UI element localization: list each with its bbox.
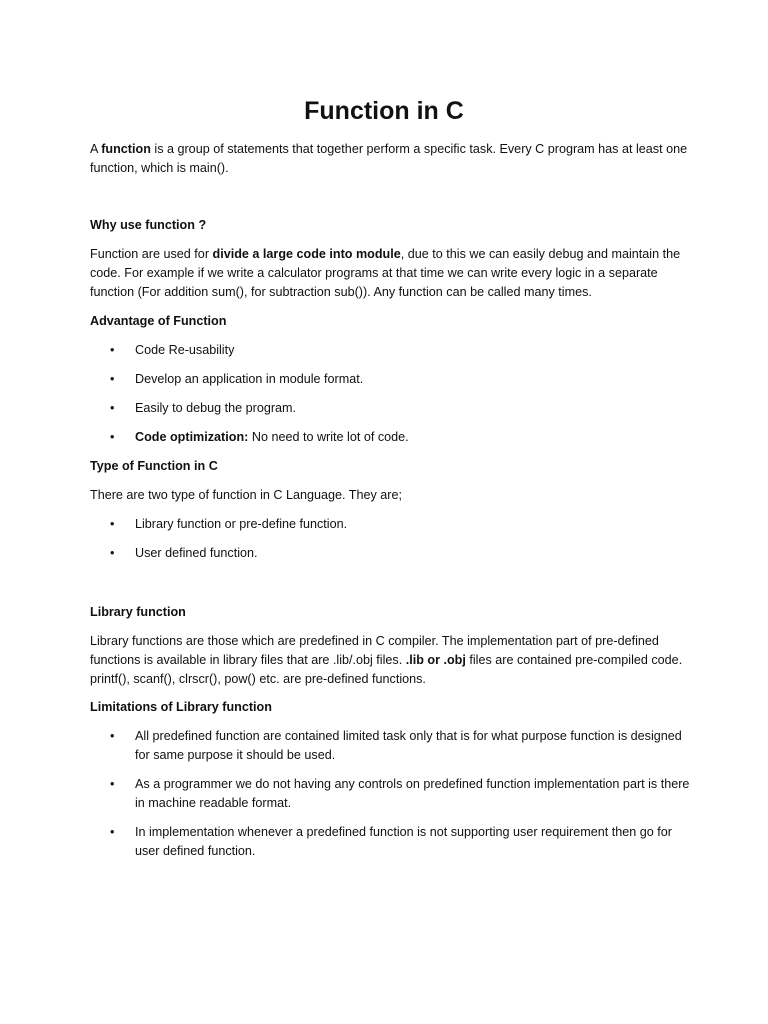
library-paragraph	[90, 632, 690, 689]
advantage-item-text: Develop an application in module format.	[135, 372, 364, 386]
why-heading: Why use function ?	[90, 218, 207, 232]
page-title: Function in C	[304, 97, 464, 125]
intro-text: A	[90, 142, 102, 156]
library-bold-term: .lib or .obj	[405, 653, 466, 667]
advantage-item-rest: No need to write lot of code.	[248, 430, 409, 444]
why-text-rest: , due to this we can easily debug and maintain the code. For example if we write a calculator programs at that time we can write every logic in a separate function (For addition sum(), for subtraction sub()). Any function can be called many times.	[90, 247, 681, 299]
advantage-item-text: Code Re-usability	[135, 343, 235, 357]
limitations-item-text: As a programmer we do not having any controls on predefined function implementation part is there in machine readable format.	[135, 777, 690, 810]
intro-text-rest: is a group of statements that together perform a specific task. Every C program has at least one function, which is main().	[90, 142, 688, 175]
bullet-icon: •	[110, 729, 115, 743]
limitations-item-text: All predefined function are contained limited task only that is for what purpose function is designed for same purpose it should be used.	[135, 729, 682, 762]
why-bold-phrase: divide a large code into module	[212, 247, 401, 261]
bullet-icon: •	[110, 825, 115, 839]
types-item-text: User defined function.	[135, 546, 258, 560]
bullet-icon: •	[110, 401, 115, 415]
limitations-heading: Limitations of Library function	[90, 700, 272, 714]
bullet-icon: •	[110, 372, 115, 386]
library-text: Library functions are those which are predefined in C compiler. The implementation part of pre-defined functions is available in library files that are .lib/.obj files.	[90, 634, 659, 667]
limitations-item-text: In implementation whenever a predefined function is not supporting user requirement then go for user defined function.	[135, 825, 672, 858]
bullet-icon: •	[110, 777, 115, 791]
types-intro: There are two type of function in C Language. They are;	[90, 488, 403, 502]
why-paragraph	[90, 245, 690, 302]
advantage-item-text: Easily to debug the program.	[135, 401, 297, 415]
advantage-item-text	[135, 428, 690, 447]
library-text-rest: files are contained pre-compiled code. printf(), scanf(), clrscr(), pow() etc. are pre-defined functions.	[90, 653, 683, 686]
bullet-icon: •	[110, 430, 115, 444]
library-heading: Library function	[90, 605, 186, 619]
bullet-icon: •	[110, 546, 115, 560]
bullet-icon: •	[110, 517, 115, 531]
advantage-heading: Advantage of Function	[90, 314, 227, 328]
types-heading: Type of Function in C	[90, 459, 218, 473]
advantage-item-bold: Code optimization:	[135, 430, 249, 444]
types-item-text: Library function or pre-define function.	[135, 517, 348, 531]
intro-paragraph	[90, 140, 690, 178]
intro-bold-term: function	[101, 142, 151, 156]
bullet-icon: •	[110, 343, 115, 357]
why-text: Function are used for	[90, 247, 213, 261]
